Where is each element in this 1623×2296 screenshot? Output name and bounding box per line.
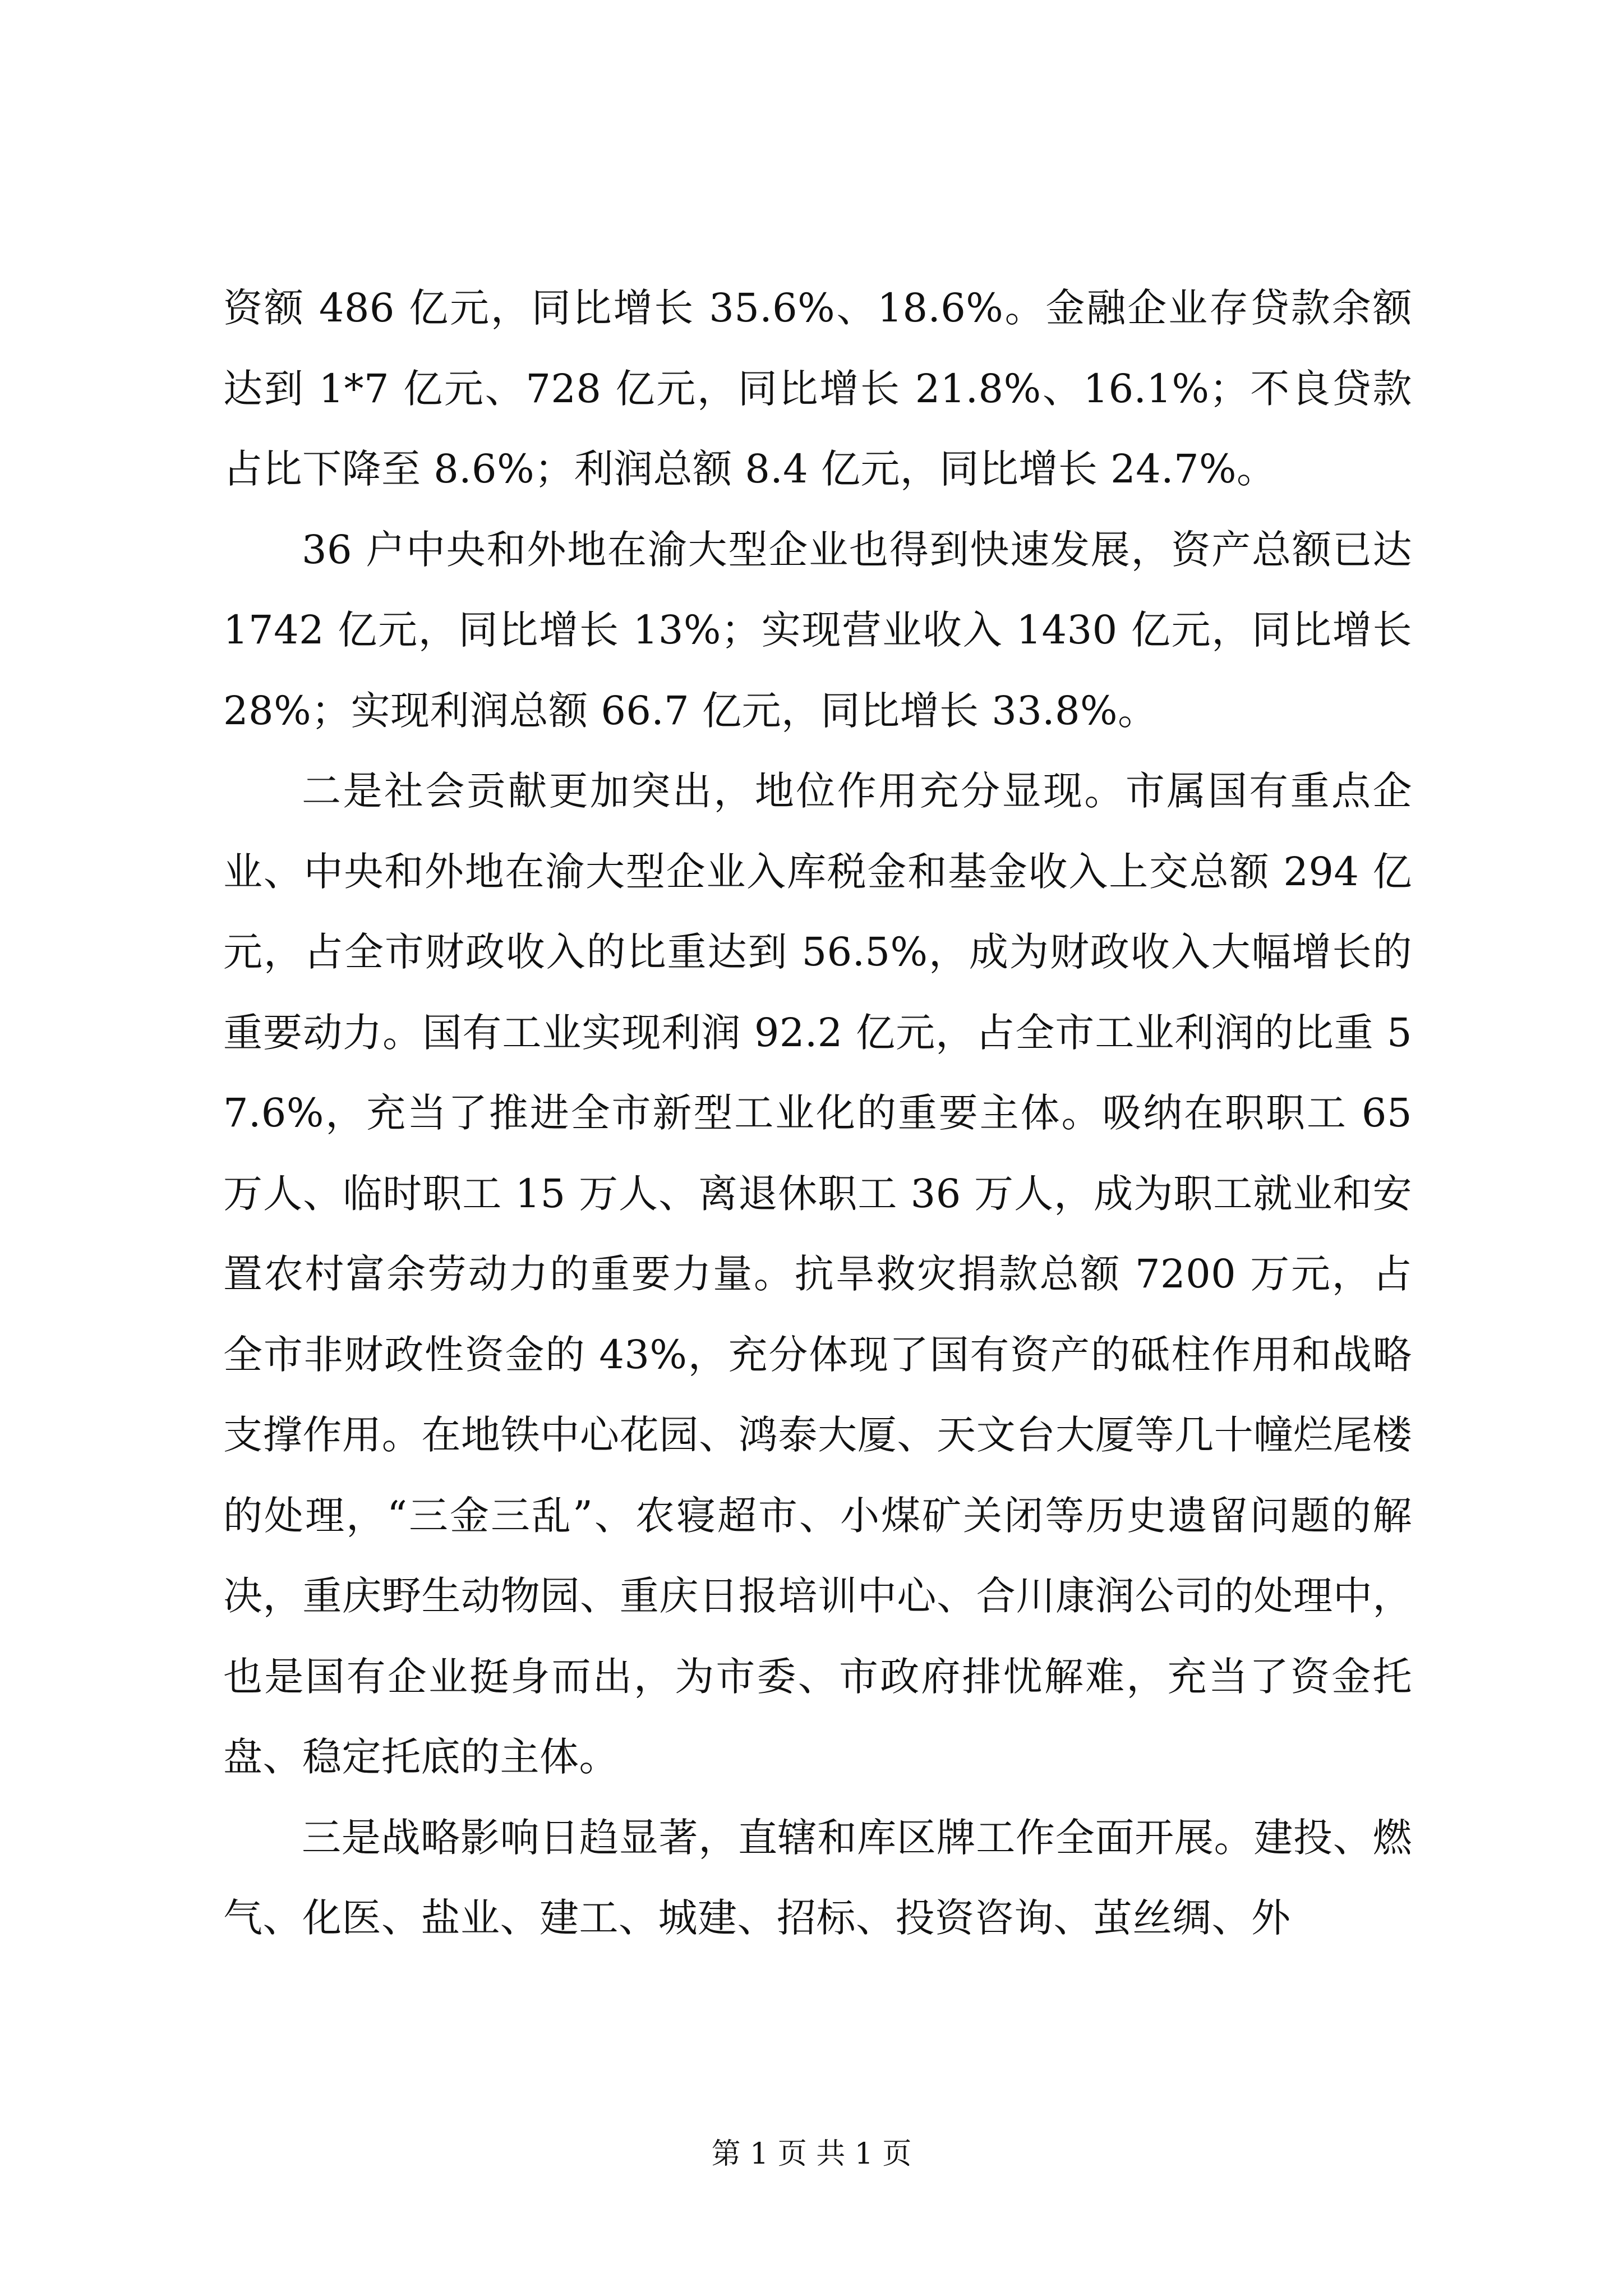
paragraph-financial-enterprises: 资额 486 亿元，同比增长 35.6%、18.6%。金融企业存贷款余额达到 1*7 亿元、728 亿元，同比增长 21.8%、16.1%；不良贷款占比下降至 8.6%；利润总额 8.4 亿元，同比增长 24.7%。 — [223, 285, 1412, 492]
paragraph-central-enterprises: 36 户中央和外地在渝大型企业也得到快速发展，资产总额已达 1742 亿元，同比增长 13%；实现营业收入 1430 亿元，同比增长 28%；实现利润总额 66.7 亿元，同比增长 33.8%。 — [223, 526, 1412, 734]
document-body — [223, 268, 1412, 1959]
paragraph-social-contribution: 二是社会贡献更加突出，地位作用充分显现。市属国有重点企业、中央和外地在渝大型企业入库税金和基金收入上交总额 294 亿元，占全市财政收入的比重达到 56.5%，成为财政收入大幅增长的重要动力。国有工业实现利润 92.2 亿元，占全市工业利润的比重 57.6%，充当了推进全市新型工业化的重要主体。吸纳在职职工 65 万人、临时职工 15 万人、离退休职工 36 万人，成为职工就业和安置农村富余劳动力的重要力量。抗旱救灾捐款总额 7200 万元，占全市非财政性资金的 43%，充分体现了国有资产的砥柱作用和战略支撑作用。在地铁中心花园、鸿泰大厦、天文台大厦等几十幢烂尾楼的处理，“三金三乱”、农寝超市、小煤矿关闭等历史遗留问题的解决，重庆野生动物园、重庆日报培训中心、合川康润公司的处理中，也是国有企业挺身而出，为市委、市政府排忧解难，充当了资金托盘、稳定托底的主体。 — [223, 768, 1412, 1780]
paragraph-strategic-influence: 三是战略影响日趋显著，直辖和库区牌工作全面开展。建投、燃气、化医、盐业、建工、城建、招标、投资咨询、茧丝绸、外 — [223, 1814, 1412, 1941]
page-number-footer: 第 1 页 共 1 页 — [711, 2137, 912, 2171]
